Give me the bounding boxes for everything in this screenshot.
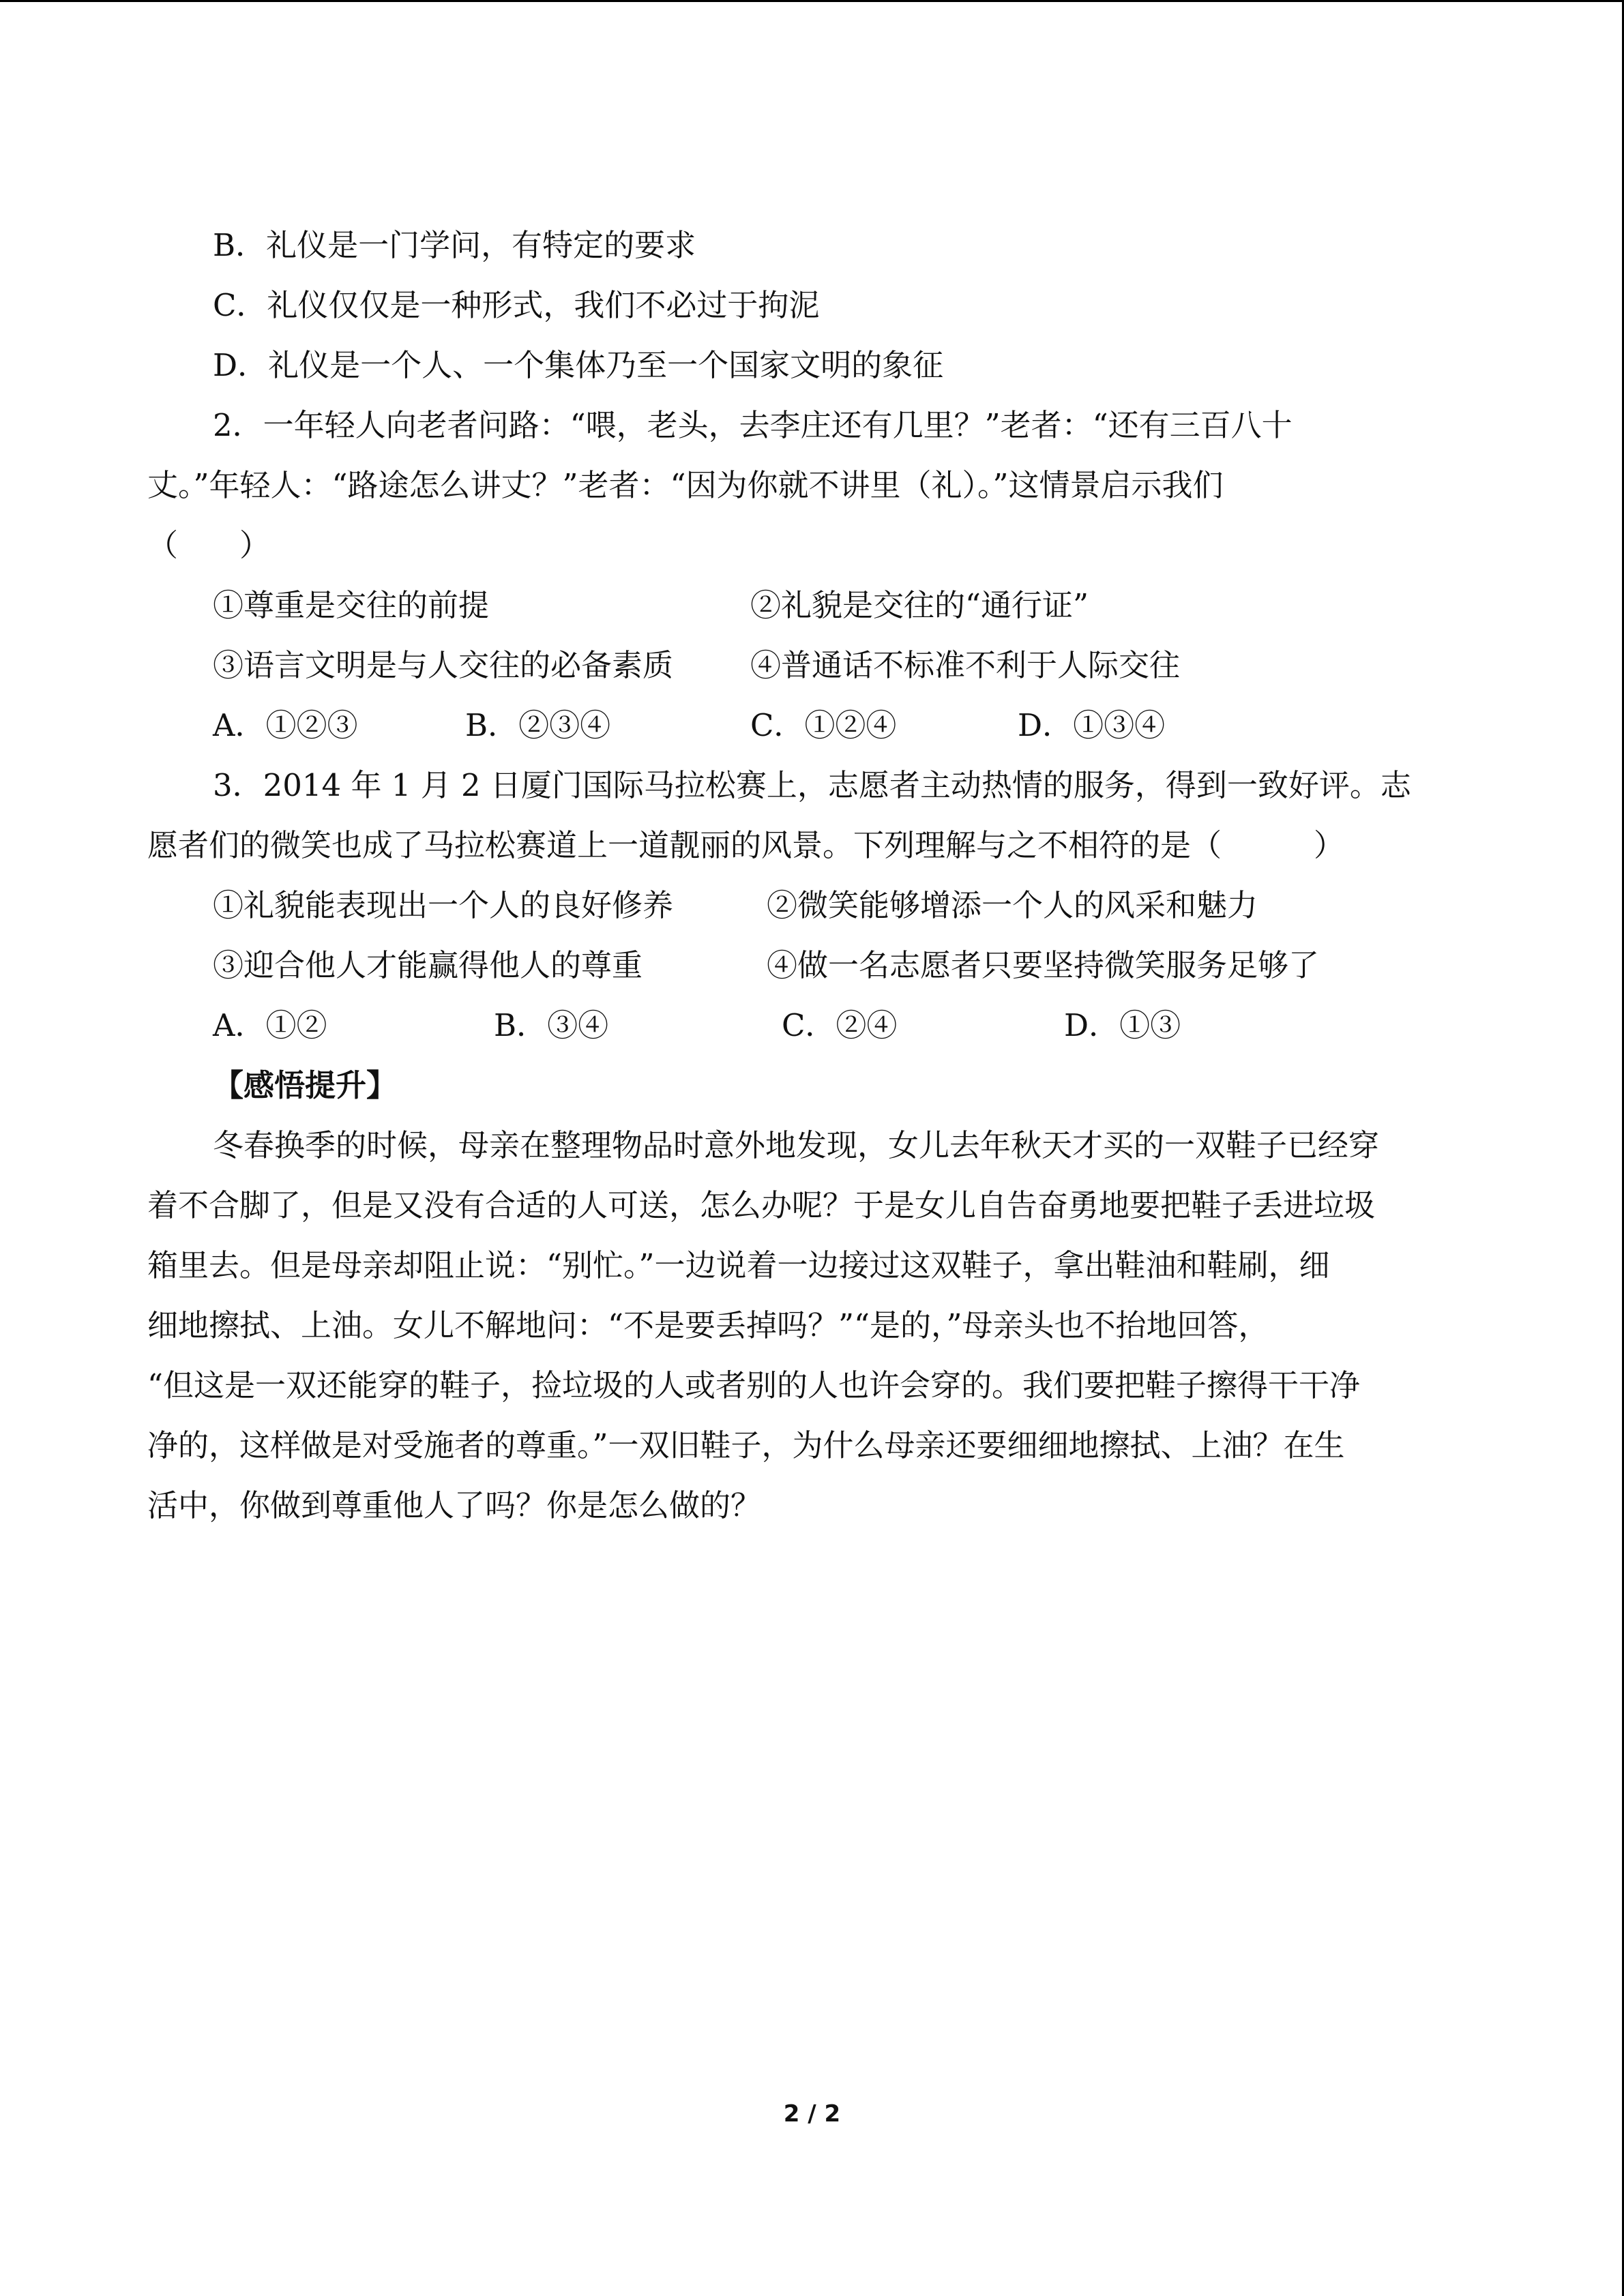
question-2-statements-row-2 [147, 636, 1464, 696]
option-c: C．②④ [782, 1007, 898, 1043]
statement-1: ①礼貌能表现出一个人的良好修养 [213, 887, 674, 923]
statement-3: ③语言文明是与人交往的必备素质 [213, 647, 674, 683]
passage-line-7: 活中，你做到尊重他人了吗？你是怎么做的？ [147, 1487, 762, 1523]
statement-4: ④做一名志愿者只要坚持微笑服务足够了 [767, 947, 1320, 983]
option-a: A．①②③ [213, 707, 358, 743]
statement-3: ③迎合他人才能赢得他人的尊重 [213, 947, 643, 983]
question-2-line-1: 2．一年轻人向老者问路：“喂，老头，去李庄还有几里？”老者：“还有三百八十 [213, 407, 1293, 443]
question-2-line-2: 丈。”年轻人：“路途怎么讲丈？”老者：“因为你就不讲里（礼）。”这情景启示我们 [147, 467, 1224, 503]
option-c-line: C．礼仪仅仅是一种形式，我们不必过于拘泥 [213, 287, 820, 323]
page-number: 2 / 2 [783, 2100, 841, 2128]
passage-line-3: 箱里去。但是母亲却阻止说：“别忙。”一边说着一边接过这双鞋子，拿出鞋油和鞋刷，细 [147, 1247, 1330, 1283]
question-2-statements-row-1 [147, 576, 1464, 636]
passage-line-2: 着不合脚了，但是又没有合适的人可送，怎么办呢？于是女儿自告奋勇地要把鞋子丢进垃圾 [147, 1187, 1376, 1223]
statement-1: ①尊重是交往的前提 [213, 587, 490, 623]
question-3-options [147, 996, 1464, 1056]
statement-2: ②微笑能够增添一个人的风采和魅力 [767, 887, 1258, 923]
page-border-top [0, 0, 1624, 2]
question-3-statements-row-2 [147, 936, 1464, 996]
passage-line-4: 细地擦拭、上油。女儿不解地问：“不是要丢掉吗？”“是的，”母亲头也不抬地回答， [147, 1307, 1269, 1343]
option-a: A．①② [213, 1007, 327, 1043]
passage-line-6: 净的，这样做是对受施者的尊重。”一双旧鞋子，为什么母亲还要细细地擦拭、上油？在生 [147, 1427, 1345, 1463]
question-3-line-2: 愿者们的微笑也成了马拉松赛道上一道靓丽的风景。下列理解与之不相符的是（ ） [147, 827, 1345, 863]
document-body [147, 215, 1464, 1536]
section-heading: 【感悟提升】 [213, 1067, 398, 1103]
option-d-line: D．礼仪是一个人、一个集体乃至一个国家文明的象征 [213, 347, 944, 383]
option-d: D．①③④ [1018, 707, 1166, 743]
question-2-options [147, 696, 1464, 756]
question-3-line-1: 3．2014 年 1 月 2 日厦门国际马拉松赛上，志愿者主动热情的服务，得到一致好评。志 [213, 767, 1411, 803]
statement-4: ④普通话不标准不利于人际交往 [750, 647, 1181, 683]
passage-line-1: 冬春换季的时候，母亲在整理物品时意外地发现，女儿去年秋天才买的一双鞋子已经穿 [213, 1127, 1380, 1163]
question-2-blank: （ ） [147, 527, 271, 563]
passage-line-5: “但这是一双还能穿的鞋子，捡垃圾的人或者别的人也许会穿的。我们要把鞋子擦得干干净 [147, 1367, 1361, 1403]
statement-2: ②礼貌是交往的“通行证” [750, 587, 1089, 623]
option-b: B．③④ [494, 1007, 609, 1043]
option-c: C．①②④ [750, 707, 897, 743]
option-b: B．②③④ [465, 707, 611, 743]
question-3-statements-row-1 [147, 876, 1464, 936]
option-d: D．①③ [1064, 1007, 1181, 1043]
option-b-line: B．礼仪是一门学问，有特定的要求 [213, 227, 696, 263]
